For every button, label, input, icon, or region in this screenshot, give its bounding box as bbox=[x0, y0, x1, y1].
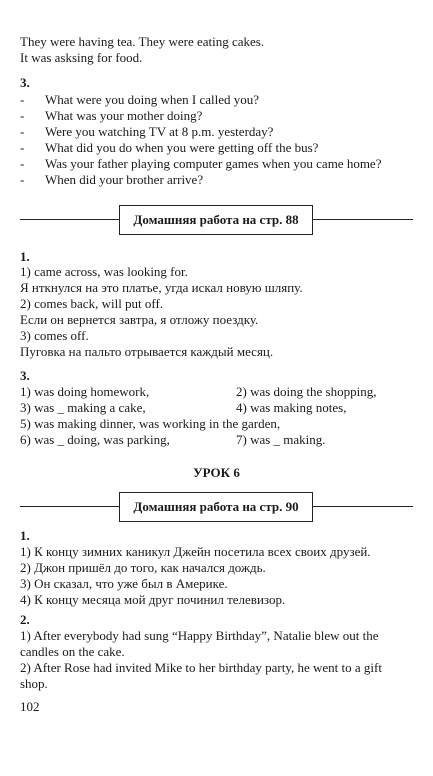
text-line: They were having tea. They were eating cakes. bbox=[20, 34, 265, 49]
list-dash: - bbox=[20, 156, 25, 171]
text-line: Я нткнулся на это платье, угда искал новую шляпу. bbox=[20, 280, 303, 295]
homework-heading: Домашняя работа на стр. 90 bbox=[119, 492, 313, 522]
exercise-number: 3. bbox=[20, 368, 30, 383]
list-item: What was your mother doing? bbox=[45, 108, 203, 123]
text-line: 2) Джон пришёл до того, как начался дождь. bbox=[20, 560, 266, 575]
exercise-number: 3. bbox=[20, 75, 30, 90]
text-line: 1) After everybody had sung “Happy Birthday”, Natalie blew out the bbox=[20, 628, 379, 643]
list-dash: - bbox=[20, 172, 25, 187]
list-dash: - bbox=[20, 124, 25, 139]
text-line: 3) comes off. bbox=[20, 328, 89, 343]
answer-left: 3) was _ making a cake, bbox=[20, 400, 146, 415]
text-line: 2) comes back, will put off. bbox=[20, 296, 164, 311]
answer-right: 4) was making notes, bbox=[236, 400, 347, 415]
text-line: shop. bbox=[20, 676, 48, 691]
list-item: What did you do when you were getting off the bus? bbox=[45, 140, 319, 155]
text-line: 1) К концу зимних каникул Джейн посетила всех своих друзей. bbox=[20, 544, 371, 559]
lesson-title: УРОК 6 bbox=[193, 465, 240, 480]
text-line: 4) К концу месяца мой друг починил телевизор. bbox=[20, 592, 286, 607]
list-item: Was your father playing computer games when you came home? bbox=[45, 156, 382, 171]
answer-right: 2) was doing the shopping, bbox=[236, 384, 377, 399]
text-line: It was asksing for food. bbox=[20, 50, 143, 65]
exercise-number: 1. bbox=[20, 528, 30, 543]
text-line: 3) Он сказал, что уже был в Америке. bbox=[20, 576, 228, 591]
homework-heading: Домашняя работа на стр. 88 bbox=[119, 205, 313, 235]
exercise-number: 1. bbox=[20, 249, 30, 264]
answer-left: 1) was doing homework, bbox=[20, 384, 150, 399]
list-item: Were you watching TV at 8 p.m. yesterday? bbox=[45, 124, 274, 139]
list-item: When did your brother arrive? bbox=[45, 172, 204, 187]
answer-right: 7) was _ making. bbox=[236, 432, 326, 447]
text-line: Пуговка на пальто отрывается каждый месяц. bbox=[20, 344, 274, 359]
list-item: What were you doing when I called you? bbox=[45, 92, 260, 107]
page-number: 102 bbox=[20, 699, 40, 714]
text-line: 2) After Rose had invited Mike to her birthday party, he went to a gift bbox=[20, 660, 382, 675]
list-dash: - bbox=[20, 92, 25, 107]
answer-full: 5) was making dinner, was working in the garden, bbox=[20, 416, 281, 431]
exercise-number: 2. bbox=[20, 612, 30, 627]
list-dash: - bbox=[20, 108, 25, 123]
answer-left: 6) was _ doing, was parking, bbox=[20, 432, 170, 447]
list-dash: - bbox=[20, 140, 25, 155]
text-line: 1) came across, was looking for. bbox=[20, 264, 188, 279]
text-line: candles on the cake. bbox=[20, 644, 125, 659]
text-line: Если он вернется завтра, я отложу поездку. bbox=[20, 312, 259, 327]
